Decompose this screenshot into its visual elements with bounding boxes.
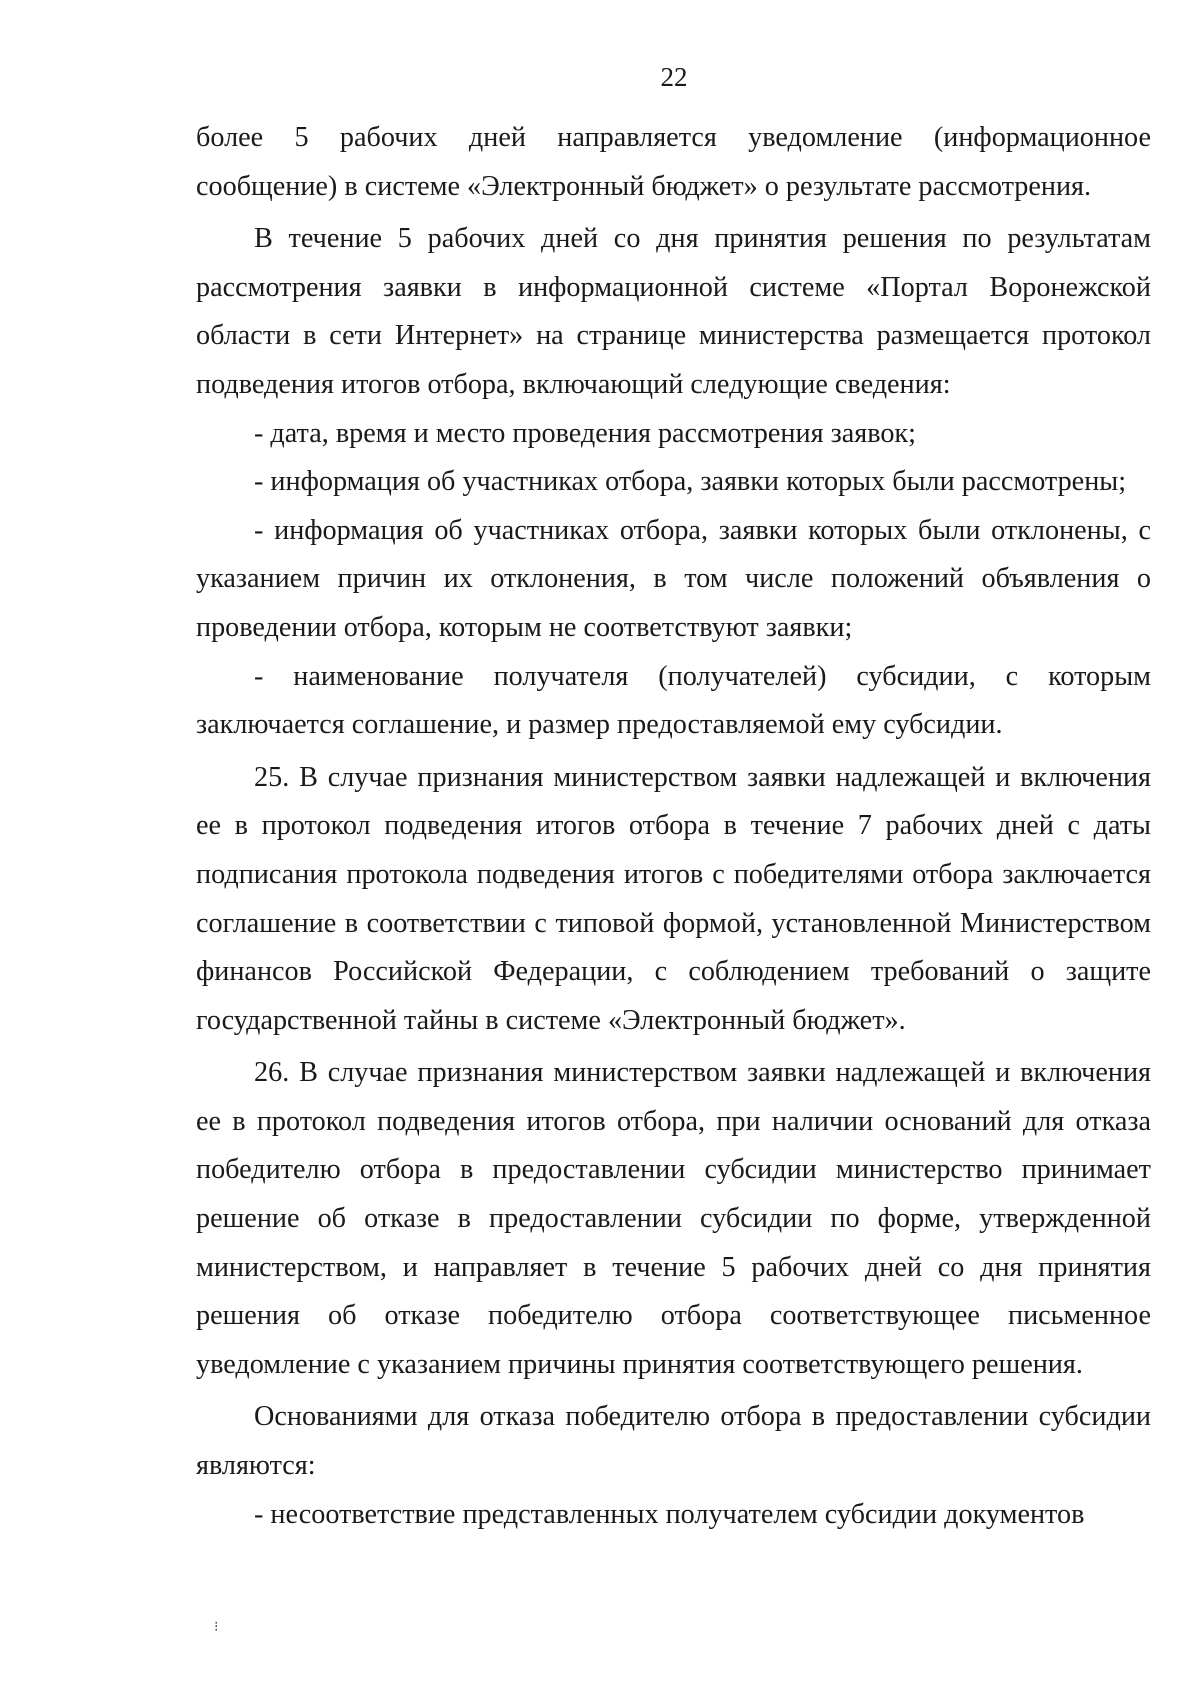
paragraph: 26. В случае признания министерством заявки надлежащей и включения ее в протокол подведения итогов отбора, при наличии оснований для отказа победителю отбора в предоставлении субсидии министерство принимает решение об отказе в предоставлении субсидии по форме, утвержденной министерством, и направляет в течение 5 рабочих дней со дня принятия решения об отказе победителю отбора соответствующее письменное уведомление с указанием причины принятия соответствующего решения. (196, 1057, 1151, 1380)
document-body (196, 114, 1151, 1539)
paragraph: В течение 5 рабочих дней со дня принятия решения по результатам рассмотрения заявки в информационной системе «Портал Воронежской области в сети Интернет» на странице министерства размещается протокол подведения итогов отбора, включающий следующие сведения: (196, 223, 1151, 400)
paragraph: - наименование получателя (получателей) субсидии, с которым заключается соглашение, и размер предоставляемой ему субсидии. (196, 660, 1151, 741)
paragraph: - информация об участниках отбора, заявки которых были рассмотрены; (254, 466, 1127, 498)
paragraph: Основаниями для отказа победителю отбора в предоставлении субсидии являются: (196, 1401, 1151, 1482)
page-number: 22 (660, 62, 688, 92)
paragraph: 25. В случае признания министерством заявки надлежащей и включения ее в протокол подведения итогов отбора в течение 7 рабочих дней с даты подписания протокола подведения итогов с победителями отбора заключается соглашение в соответствии с типовой формой, установленной Министерством финансов Российской Федерации, с соблюдением требований о защите государственной тайны в системе «Электронный бюджет». (196, 761, 1151, 1036)
scan-mark: ⁝ (214, 1620, 219, 1635)
paragraph: - информация об участниках отбора, заявки которых были отклонены, с указанием причин их отклонения, в том числе положений объявления о проведении отбора, которым не соответствуют заявки; (196, 514, 1151, 643)
paragraph: - дата, время и место проведения рассмотрения заявок; (254, 417, 916, 449)
paragraph: - несоответствие представленных получателем субсидии документов (254, 1498, 1085, 1530)
paragraph: более 5 рабочих дней направляется уведомление (информационное сообщение) в системе «Электронный бюджет» о результате рассмотрения. (196, 122, 1151, 202)
